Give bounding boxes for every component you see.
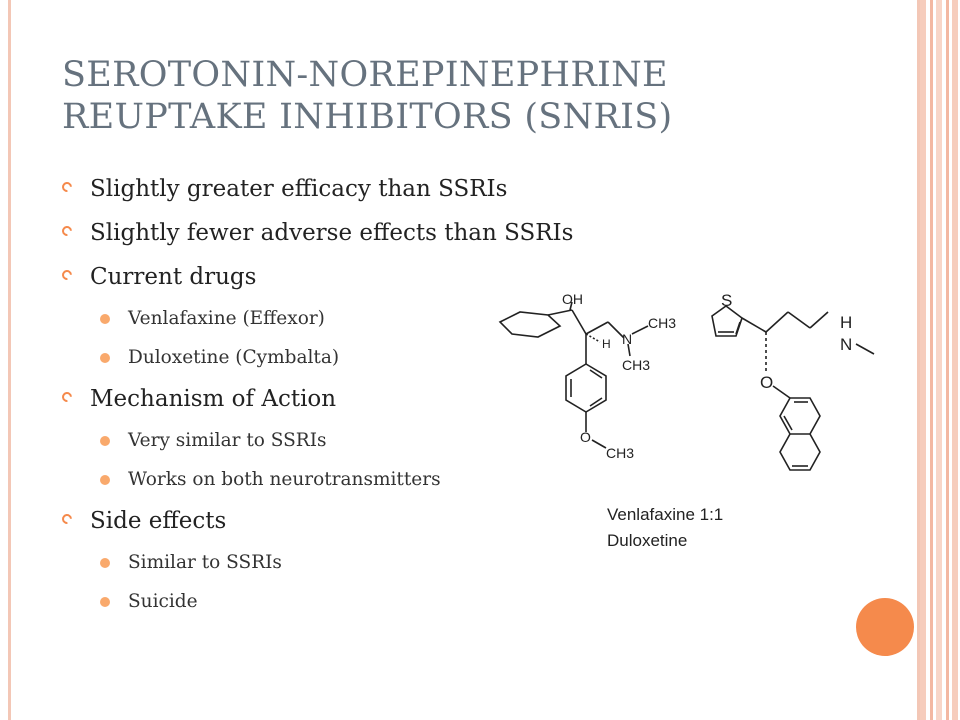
decorative-circle: [856, 598, 914, 656]
bullet-item: [62, 220, 582, 246]
structure-caption: [607, 502, 807, 554]
bullet-ring-icon: [60, 512, 74, 526]
bullet-dot-icon: [100, 475, 110, 485]
decorative-stripes: [920, 0, 960, 720]
chemical-structures-image: [490, 282, 890, 482]
bullet-text: Mechanism of Action: [90, 386, 337, 412]
structure-label: S: [721, 291, 733, 310]
structure-label: N: [840, 335, 853, 354]
caption-line: Venlafaxine 1:1: [607, 505, 724, 524]
structure-label: N: [622, 331, 633, 347]
sub-bullet-item: [62, 591, 582, 613]
bullet-ring-icon: [60, 224, 74, 238]
structure-label: H: [840, 313, 853, 332]
sub-bullet-text: Works on both neurotransmitters: [128, 469, 441, 490]
bullet-dot-icon: [100, 597, 110, 607]
slide-title: SEROTONIN-NOREPINEPHRINE REUPTAKE INHIBITORS (SNRIS): [62, 55, 673, 137]
bullet-text: Slightly greater efficacy than SSRIs: [90, 176, 508, 202]
structure-label: CH3: [622, 357, 651, 373]
bullet-ring-icon: [60, 180, 74, 194]
structure-label: CH3: [648, 315, 677, 331]
structure-label: CH3: [606, 445, 635, 461]
structure-label: OH: [562, 291, 583, 307]
sub-bullet-text: Duloxetine (Cymbalta): [128, 347, 340, 368]
bullet-dot-icon: [100, 314, 110, 324]
sub-bullet-text: Similar to SSRIs: [128, 552, 282, 573]
bullet-ring-icon: [60, 268, 74, 282]
bullet-text: Current drugs: [90, 264, 257, 290]
venlafaxine-structure: [500, 302, 651, 448]
bullet-item: [62, 508, 582, 534]
sub-bullet-text: Very similar to SSRIs: [128, 430, 327, 451]
sub-bullet-item: [62, 552, 582, 574]
bullet-dot-icon: [100, 558, 110, 568]
bullet-item: [62, 176, 582, 202]
sub-bullet-text: Suicide: [128, 591, 198, 612]
bullet-text: Slightly fewer adverse effects than SSRIs: [90, 220, 574, 246]
bullet-ring-icon: [60, 390, 74, 404]
bullet-text: Side effects: [90, 508, 227, 534]
sub-bullet-text: Venlafaxine (Effexor): [128, 308, 325, 329]
structure-label: O: [760, 373, 774, 392]
bullet-dot-icon: [100, 436, 110, 446]
caption-line: Duloxetine: [607, 531, 688, 550]
bullet-dot-icon: [100, 353, 110, 363]
structure-label: H: [602, 337, 611, 351]
structure-label: O: [580, 429, 591, 445]
